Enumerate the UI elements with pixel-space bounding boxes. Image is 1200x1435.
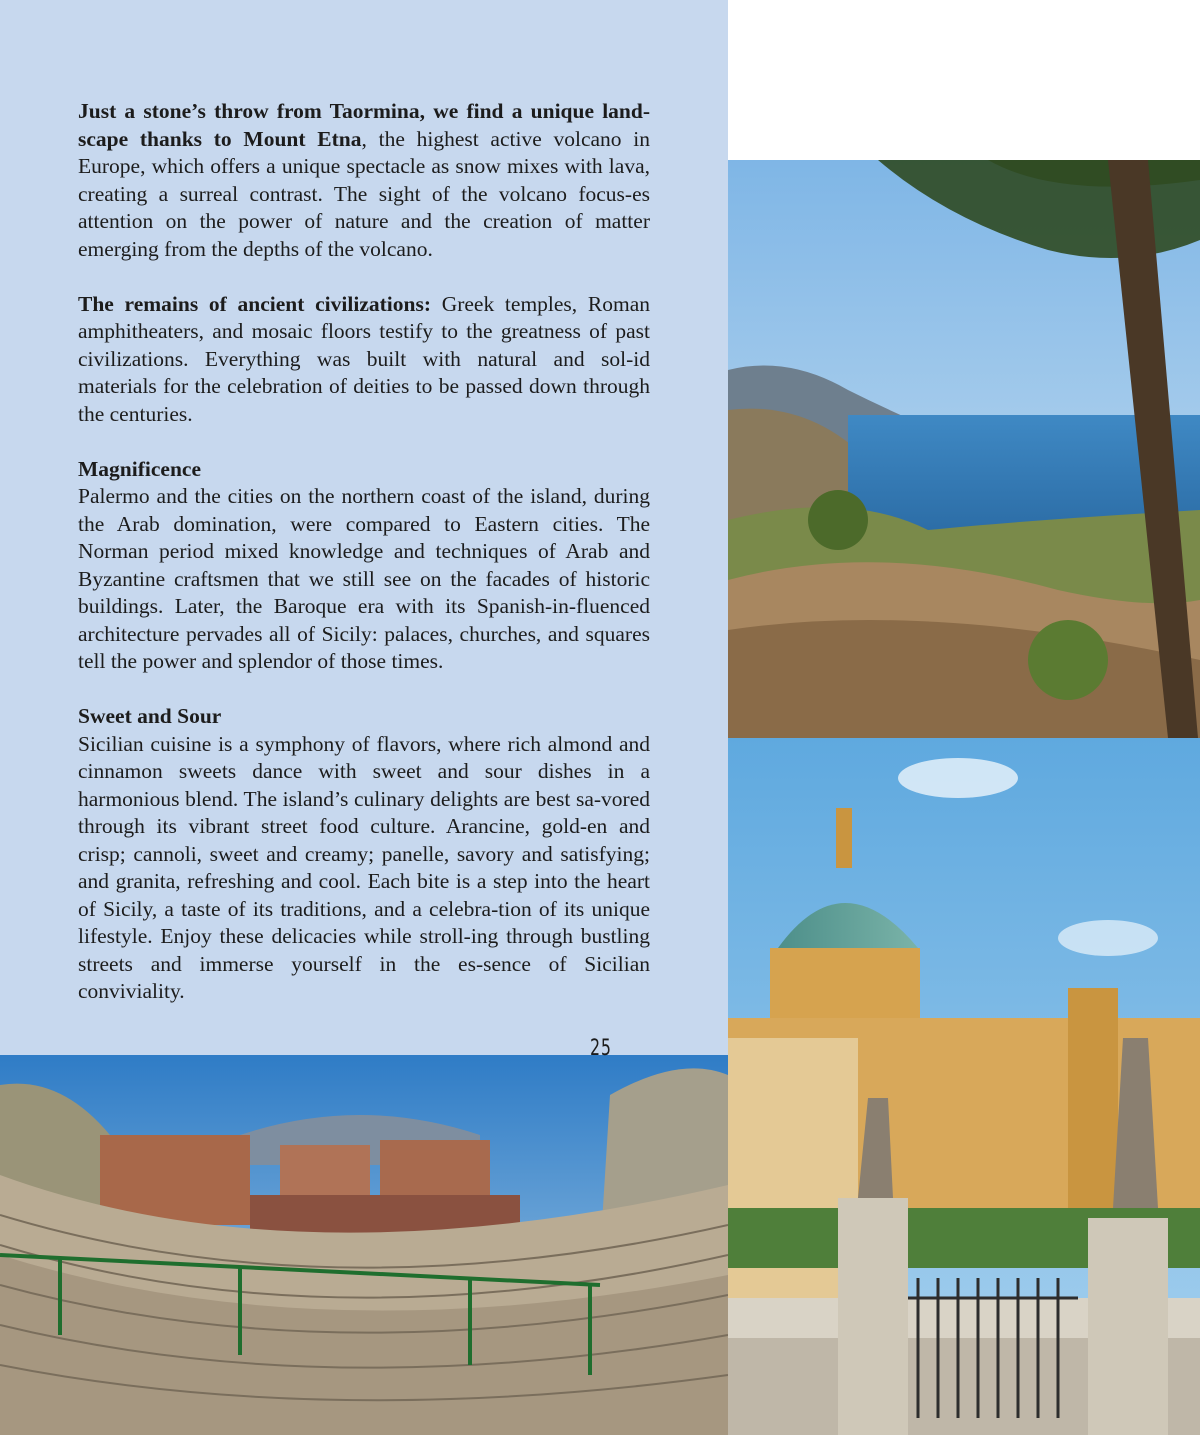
section-heading: Magnificence (78, 456, 201, 481)
paragraph-ancient-civilizations (78, 291, 650, 429)
paragraph-magnificence (78, 456, 650, 676)
paragraph-lead: The remains of ancient civilizations: (78, 291, 431, 316)
greek-theatre-photo (0, 1055, 728, 1435)
paragraph-body: Palermo and the cities on the northern coast of the island, during the Arab domination, were compared to Eastern cities. The Norman period mixed knowledge and techniques of Arab and Byzantine craftsmen that we still see on the facades of historic buildings. Later, the Baroque era with its Spanish-in-fluenced architecture pervades all of Sicily: palaces, churches, and squares tell the power and splendor of those times. (78, 484, 650, 673)
taormina-coast-photo (728, 160, 1200, 738)
section-heading: Sweet and Sour (78, 704, 222, 728)
paragraph-body: Greek temples, Roman amphitheaters, and mosaic floors testify to the greatness of past civilizations. Everything was built with natural and sol-id materials for the celebration of deities to be passed down through the centuries. (78, 291, 650, 426)
palermo-cathedral-photo (728, 738, 1200, 1435)
paragraph-etna (78, 98, 650, 263)
article-text (78, 98, 650, 1033)
paragraph-body: Sicilian cuisine is a symphony of flavors, where rich almond and cinnamon sweets dance with sweet and sour dishes in a harmonious blend. The island’s culinary delights are best sa-vored through its vibrant street food culture. Arancine, gold-en and crisp; cannoli, sweet and creamy; panelle, savory and satisfying; and granita, refreshing and cool. Each bite is a step into the heart of Sicily, a taste of its traditions, and a celebra-tion of its unique lifestyle. Enjoy these delicacies while stroll-ing through bustling streets and immerse yourself in the es-sence of Sicilian conviviality. (78, 731, 650, 1003)
paragraph-sweet-and-sour (78, 703, 650, 1006)
paragraph-body: , the highest active volcano in Europe, which offers a unique spectacle as snow mixes with lava, creating a surreal contrast. The sight of the volcano focus-es attention on the power of nature and the creation of matter emerging from the depths of the volcano. (78, 126, 651, 261)
paragraph-lead: Just a stone’s throw from Taormina, we find a unique land-scape thanks to Mount Etna (78, 99, 650, 151)
page-number: 25 (590, 1036, 612, 1061)
